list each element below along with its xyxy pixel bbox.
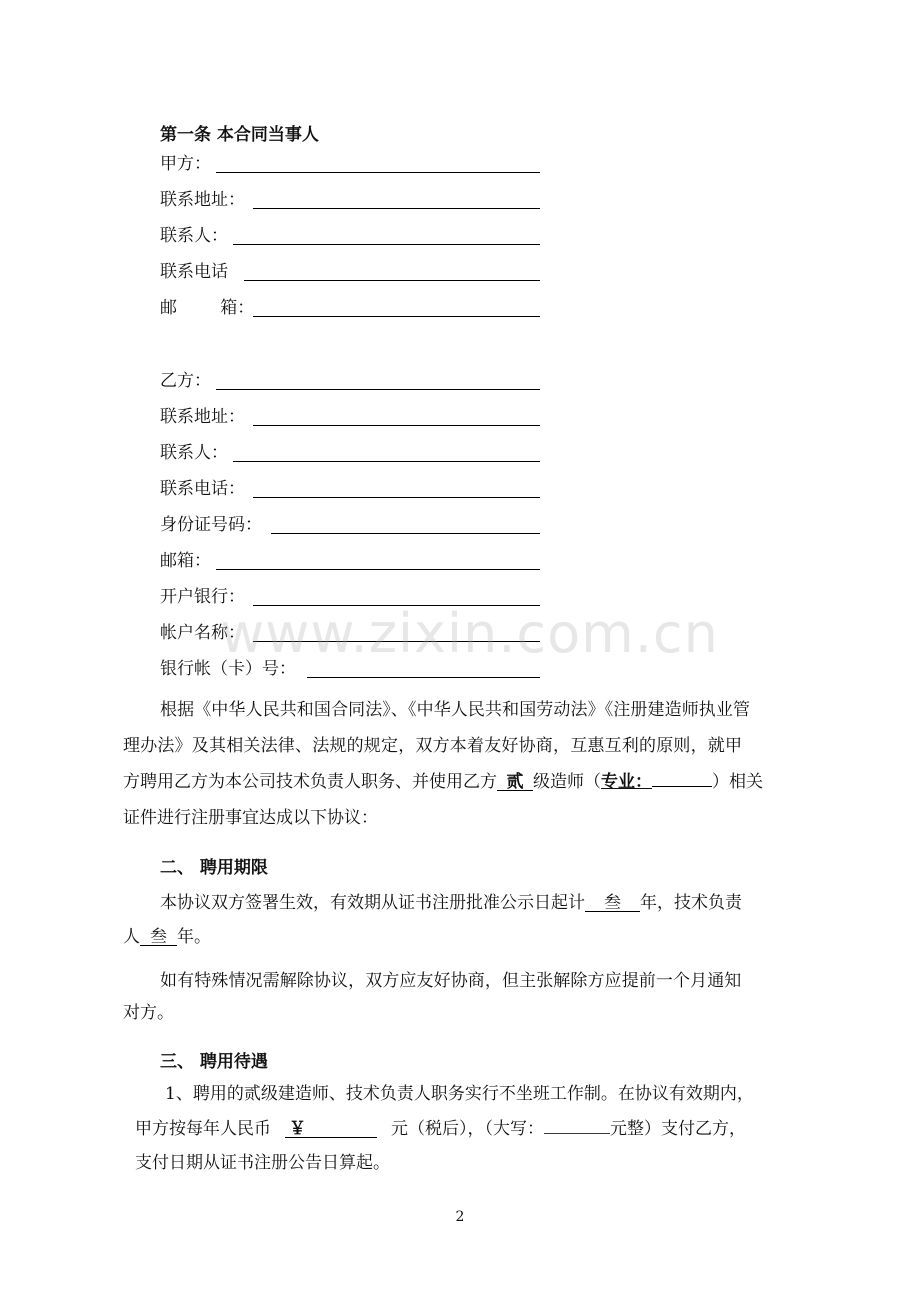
compensation-line-3: 支付日期从证书注册公告日算起。 bbox=[135, 1153, 390, 1173]
party-b-account-name-label: 帐户名称： bbox=[160, 623, 245, 643]
compensation-line-2-prefix: 甲方按每年人民币 bbox=[135, 1119, 271, 1139]
party-a-contact-field[interactable] bbox=[160, 228, 540, 245]
party-a-phone-underline bbox=[244, 280, 540, 281]
intro-line-1: 根据《中华人民共和国合同法》、《中华人民共和国劳动法》《注册建造师执业管 bbox=[160, 700, 751, 720]
term-line-1-prefix: 本协议双方签署生效，有效期从证书注册批准公示日起计 bbox=[160, 893, 585, 913]
intro-line-3-prefix: 方聘用乙方为本公司技术负责人职务、并使用乙方 bbox=[123, 772, 497, 792]
party-a-name-label: 甲方： bbox=[160, 154, 211, 174]
party-b-address-underline bbox=[253, 425, 540, 426]
section-title: 第一条 本合同当事人 bbox=[160, 125, 319, 145]
party-b-name-underline bbox=[216, 389, 540, 390]
party-b-phone-underline bbox=[253, 497, 540, 498]
party-b-account-no-label: 银行帐（卡）号： bbox=[160, 659, 296, 679]
party-a-phone-label: 联系电话 bbox=[160, 262, 228, 282]
party-b-bank-label: 开户银行： bbox=[160, 587, 245, 607]
intro-line-2: 理办法》及其相关法律、法规的规定，双方本着友好协商，互惠互利的原则，就甲 bbox=[123, 736, 743, 756]
intro-line-3 bbox=[123, 774, 763, 791]
compensation-line-2-middle: 元（税后），（大写： bbox=[391, 1119, 544, 1139]
party-a-email-field[interactable] bbox=[160, 300, 540, 317]
party-b-name-label: 乙方： bbox=[160, 371, 211, 391]
intro-line-3-suffix: ）相关 bbox=[712, 772, 763, 792]
party-a-phone-field[interactable] bbox=[160, 264, 540, 281]
tech-lead-years-field[interactable]: 叁 bbox=[140, 929, 177, 946]
intro-line-4: 证件进行注册事宜达成以下协议： bbox=[123, 808, 378, 828]
party-a-contact-label: 联系人： bbox=[160, 226, 228, 246]
party-b-phone-label: 联系电话： bbox=[160, 479, 245, 499]
party-b-contact-field[interactable] bbox=[160, 445, 540, 462]
party-b-id-field[interactable] bbox=[160, 517, 540, 534]
term-line-1 bbox=[160, 895, 742, 912]
party-b-email-underline bbox=[216, 569, 540, 570]
party-b-phone-field[interactable] bbox=[160, 481, 540, 498]
party-b-email-label: 邮箱： bbox=[160, 551, 211, 571]
party-b-id-label: 身份证号码： bbox=[160, 515, 262, 535]
major-field[interactable] bbox=[652, 786, 712, 787]
party-a-address-field[interactable] bbox=[160, 192, 540, 209]
party-b-contact-label: 联系人： bbox=[160, 443, 228, 463]
party-b-email-field[interactable] bbox=[160, 553, 540, 570]
party-a-address-label: 联系地址： bbox=[160, 190, 245, 210]
compensation-line-2-suffix: 元整）支付乙方， bbox=[610, 1119, 746, 1139]
party-b-name-field[interactable] bbox=[160, 373, 540, 390]
grade-field[interactable]: 贰 bbox=[497, 774, 533, 791]
term-line-2-prefix: 人 bbox=[123, 927, 140, 947]
party-b-account-no-underline bbox=[307, 677, 540, 678]
party-b-address-field[interactable] bbox=[160, 409, 540, 426]
annual-salary-field[interactable]: ￥ bbox=[285, 1121, 377, 1138]
party-a-email-label: 邮 箱： bbox=[160, 298, 255, 318]
party-a-email-underline bbox=[253, 316, 540, 317]
termination-line-1: 如有特殊情况需解除协议，双方应友好协商，但主张解除方应提前一个月通知 bbox=[160, 971, 742, 991]
validity-years-field[interactable]: 叁 bbox=[585, 895, 640, 912]
major-label: 专业： bbox=[601, 772, 652, 792]
party-a-address-underline bbox=[253, 208, 540, 209]
party-a-name-underline bbox=[216, 172, 540, 173]
termination-line-2: 对方。 bbox=[123, 1003, 174, 1023]
term-line-1-suffix: 年，技术负责 bbox=[640, 893, 742, 913]
term-line-2-suffix: 年。 bbox=[177, 927, 211, 947]
section-3-heading: 三、 聘用待遇 bbox=[160, 1052, 268, 1072]
compensation-line-2 bbox=[135, 1121, 746, 1138]
party-b-id-underline bbox=[271, 533, 540, 534]
party-b-address-label: 联系地址： bbox=[160, 407, 245, 427]
party-a-name-field[interactable] bbox=[160, 156, 540, 173]
party-a-contact-underline bbox=[233, 244, 540, 245]
watermark: www.zixin.com.cn bbox=[220, 602, 719, 665]
amount-in-words-field[interactable] bbox=[544, 1133, 610, 1134]
party-b-contact-underline bbox=[233, 461, 540, 462]
section-2-heading: 二、 聘用期限 bbox=[160, 858, 268, 878]
term-line-2 bbox=[123, 929, 211, 946]
page-number: 2 bbox=[455, 1209, 465, 1225]
compensation-line-1: 1、聘用的贰级建造师、技术负责人职务实行不坐班工作制。在协议有效期内， bbox=[165, 1084, 754, 1104]
intro-line-3-middle: 级造师（ bbox=[533, 772, 601, 792]
